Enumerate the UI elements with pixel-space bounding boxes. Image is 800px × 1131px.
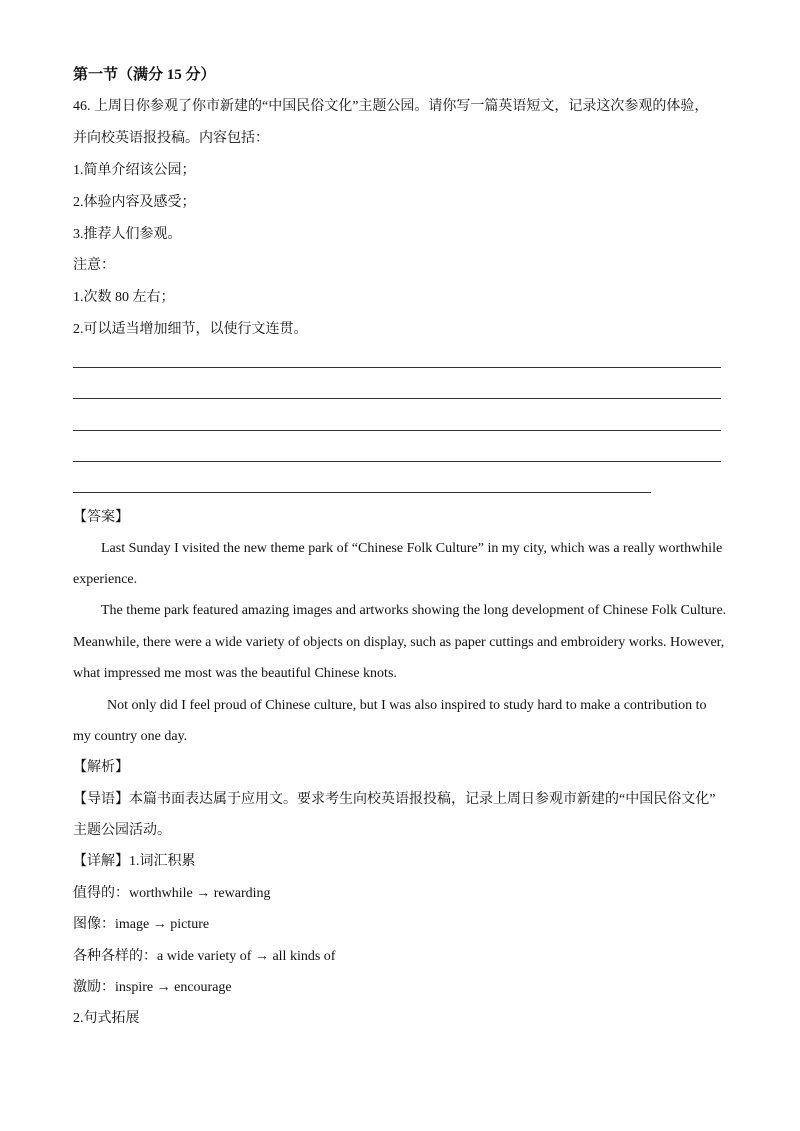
vocab-item: 激励：inspire → encourage	[73, 980, 232, 995]
question-text: 46. 上周日你参观了你市新建的“中国民俗文化”主题公园。请你写一篇英语短文，记录这次参观的体验，	[73, 99, 709, 114]
analysis-intro: 【导语】本篇书面表达属于应用文。要求考生向校英语报投稿，记录上周日参观市新建的“中国民俗文化”	[73, 792, 716, 807]
note-item: 2.可以适当增加细节，以使行文连贯。	[73, 322, 308, 337]
answer-line: The theme park featured amazing images and artworks showing the long development of Chinese Folk Culture.	[101, 603, 727, 618]
writing-line	[73, 367, 721, 368]
note-item: 1.次数 80 左右；	[73, 290, 175, 305]
vocab-item: 值得的：worthwhile → rewarding	[73, 886, 271, 901]
answer-line: what impressed me most was the beautiful Chinese knots.	[73, 666, 397, 681]
content-item: 1.简单介绍该公园；	[73, 163, 196, 178]
answer-label: 【答案】	[73, 510, 129, 525]
writing-line	[73, 461, 721, 462]
content-item: 2.体验内容及感受；	[73, 195, 196, 210]
writing-line	[73, 398, 721, 399]
question-text: 并向校英语报投稿。内容包括：	[73, 131, 269, 146]
writing-line	[73, 430, 721, 431]
sentence-heading: 2.句式拓展	[73, 1011, 140, 1026]
answer-line: Meanwhile, there were a wide variety of objects on display, such as paper cuttings and embroidery works. However,	[73, 635, 725, 650]
section-title: 第一节（满分 15 分）	[73, 67, 216, 83]
answer-line: Not only did I feel proud of Chinese culture, but I was also inspired to study hard to make a contribution to	[107, 698, 707, 713]
notes-label: 注意：	[73, 258, 115, 273]
vocab-item: 图像：image → picture	[73, 917, 210, 932]
analysis-detail: 【详解】1.词汇积累	[73, 854, 196, 869]
answer-line: my country one day.	[73, 729, 188, 744]
answer-line: Last Sunday I visited the new theme park of “Chinese Folk Culture” in my city, which was a really worthwhile	[101, 541, 723, 556]
answer-line: experience.	[73, 572, 138, 587]
writing-line	[73, 492, 651, 493]
vocab-item: 各种各样的：a wide variety of → all kinds of	[73, 949, 336, 964]
analysis-label: 【解析】	[73, 760, 129, 775]
content-item: 3.推荐人们参观。	[73, 227, 182, 242]
analysis-intro: 主题公园活动。	[73, 823, 171, 838]
